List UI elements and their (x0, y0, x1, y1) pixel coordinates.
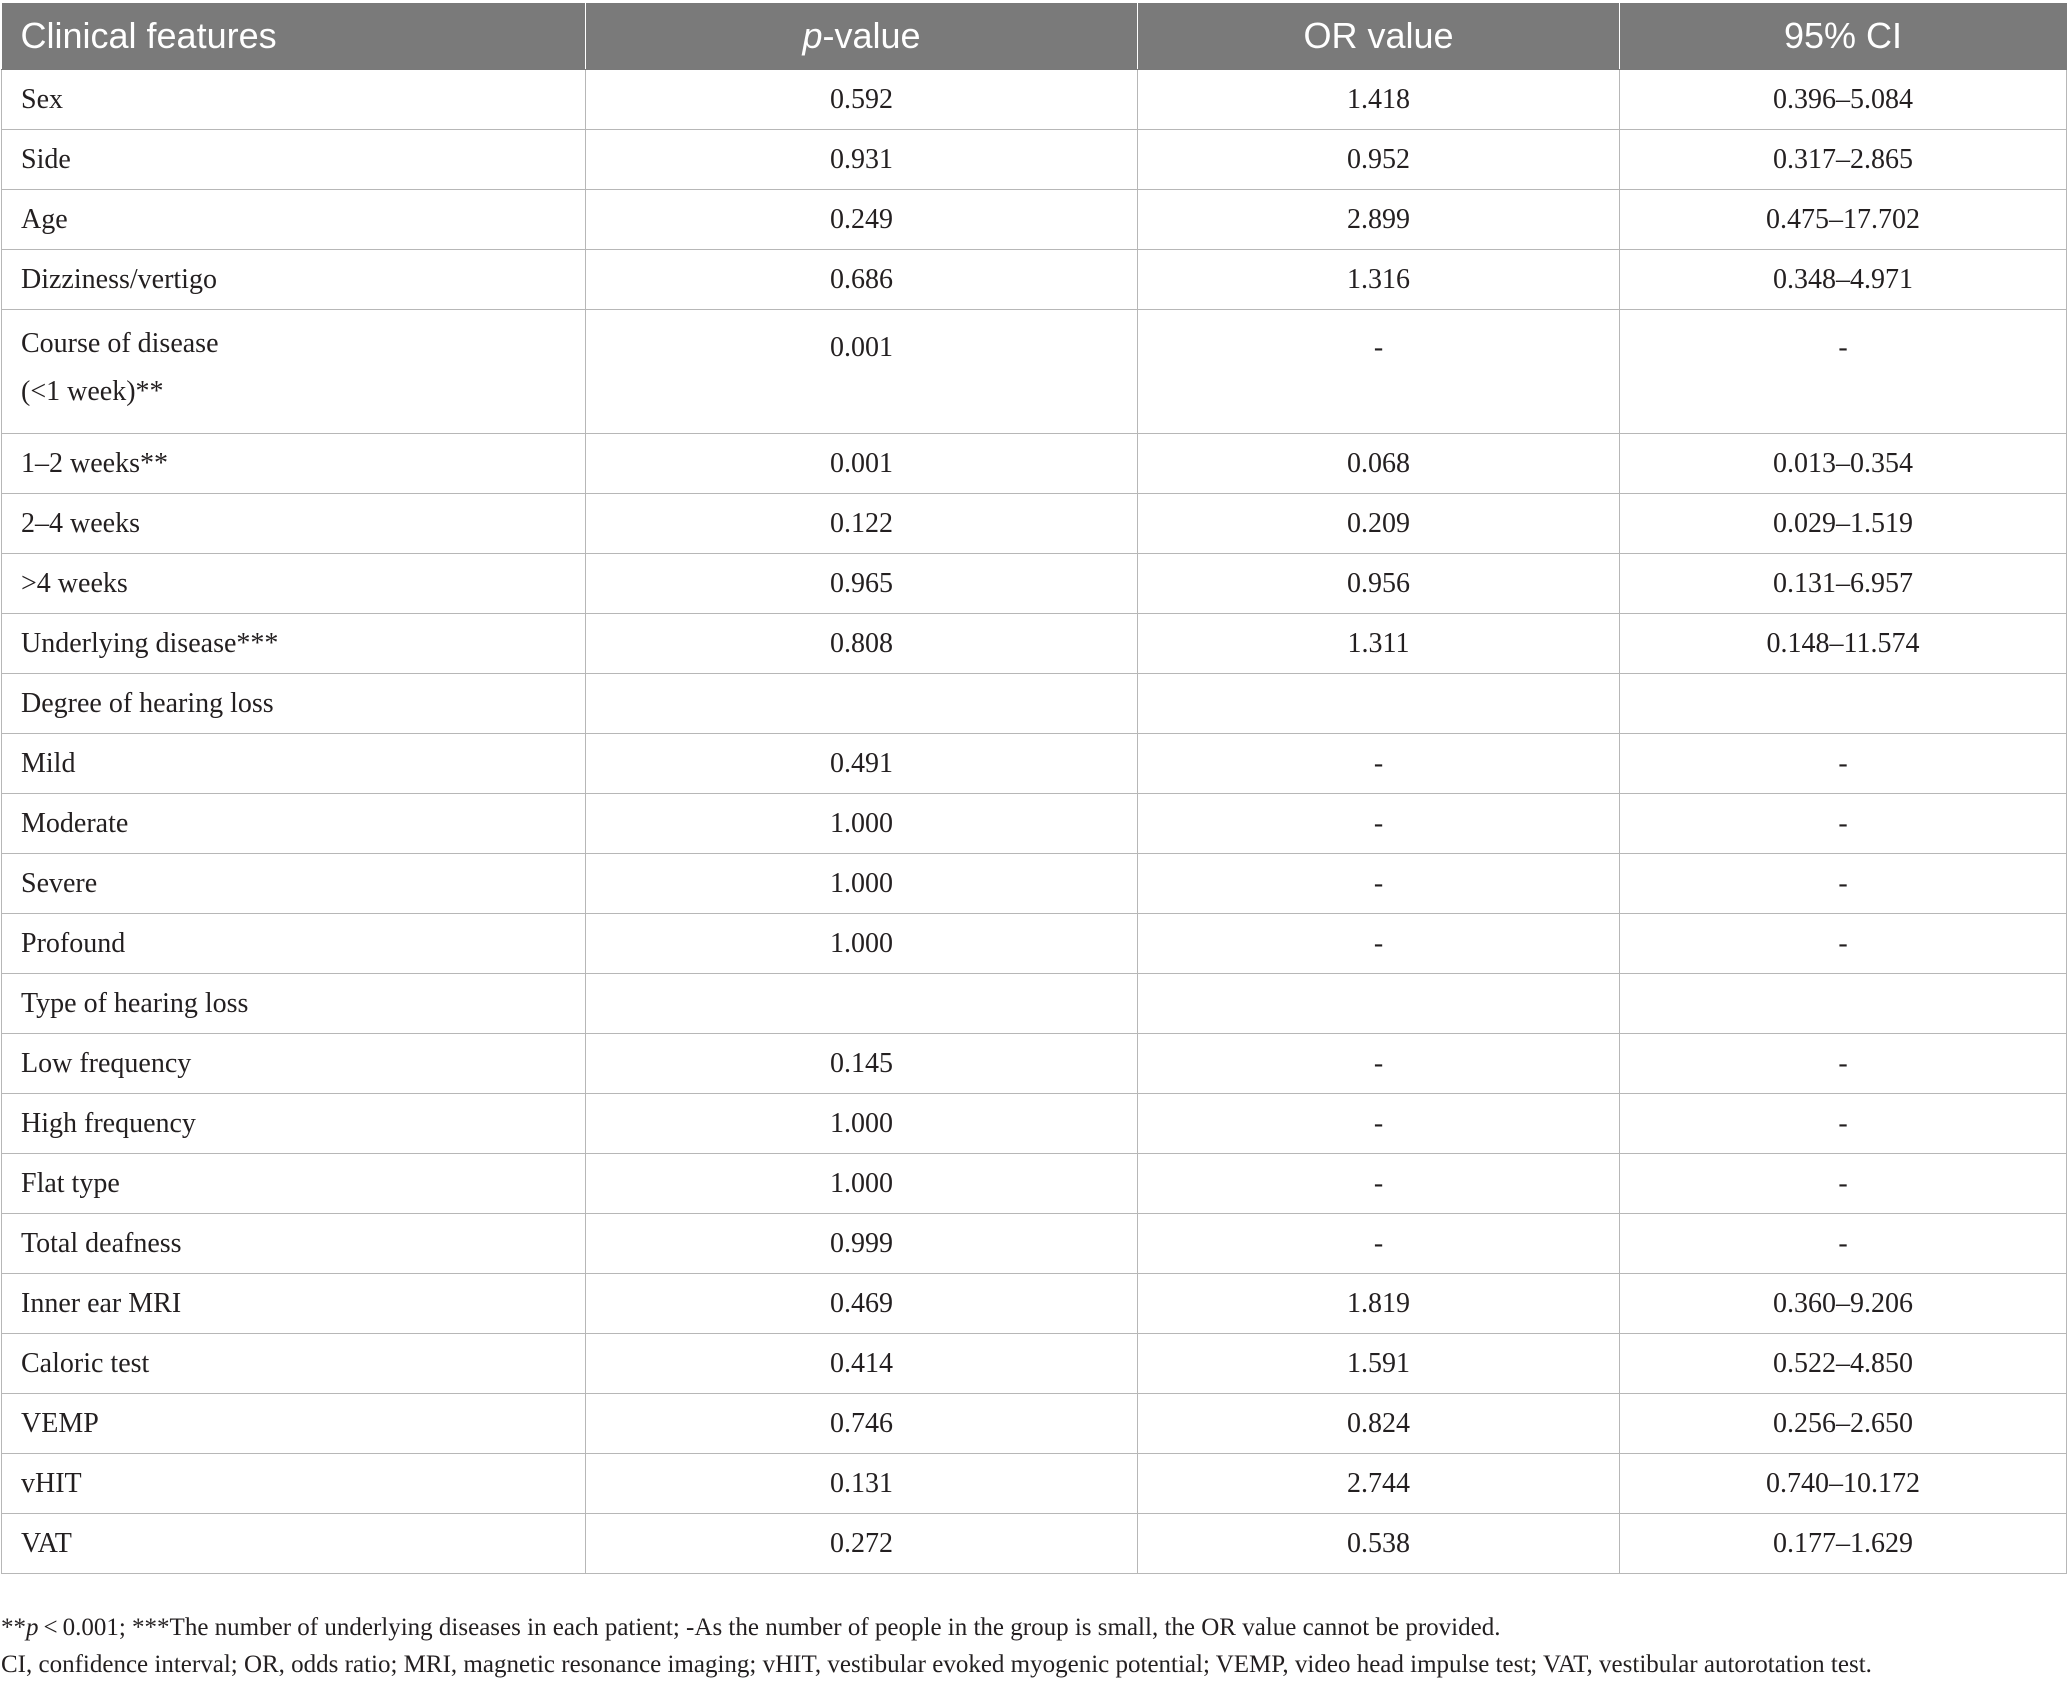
header-95-ci: 95% CI (1620, 3, 2067, 70)
feature-cell (2, 310, 586, 434)
feature-cell: Low frequency (2, 1034, 586, 1094)
feature-cell: Mild (2, 734, 586, 794)
table-header (2, 3, 2067, 70)
ci-cell: - (1620, 1094, 2067, 1154)
table-row (2, 1214, 2067, 1274)
ci-cell: 0.348–4.971 (1620, 250, 2067, 310)
feature-cell: VAT (2, 1514, 586, 1574)
ci-cell: 0.256–2.650 (1620, 1394, 2067, 1454)
p-value-cell: 0.414 (586, 1334, 1138, 1394)
p-value-cell: 0.469 (586, 1274, 1138, 1334)
p-value-cell: 1.000 (586, 854, 1138, 914)
header-p-value (586, 3, 1138, 70)
or-value-cell: - (1138, 854, 1620, 914)
or-value-cell: - (1138, 1154, 1620, 1214)
or-value-cell: 1.316 (1138, 250, 1620, 310)
feature-cell: High frequency (2, 1094, 586, 1154)
feature-cell: Sex (2, 70, 586, 130)
or-value-cell: - (1138, 1094, 1620, 1154)
feature-cell: 2–4 weeks (2, 494, 586, 554)
feature-cell: VEMP (2, 1394, 586, 1454)
footnote-significance (1, 1614, 1500, 1642)
p-value-cell: 1.000 (586, 1094, 1138, 1154)
p-value-cell: 0.491 (586, 734, 1138, 794)
p-value-cell (586, 974, 1138, 1034)
table-row (2, 794, 2067, 854)
p-value-cell: 0.272 (586, 1514, 1138, 1574)
ci-cell: 0.740–10.172 (1620, 1454, 2067, 1514)
or-value-cell (1138, 674, 1620, 734)
ci-cell: 0.131–6.957 (1620, 554, 2067, 614)
or-value-cell: - (1138, 310, 1620, 434)
or-value-cell: 0.952 (1138, 130, 1620, 190)
or-value-cell: 2.744 (1138, 1454, 1620, 1514)
feature-cell: Degree of hearing loss (2, 674, 586, 734)
results-table (1, 3, 2067, 1574)
p-value-cell: 0.746 (586, 1394, 1138, 1454)
table-row (2, 614, 2067, 674)
feature-cell: Age (2, 190, 586, 250)
table-row (2, 554, 2067, 614)
ci-cell: 0.177–1.629 (1620, 1514, 2067, 1574)
ci-cell: 0.360–9.206 (1620, 1274, 2067, 1334)
table-row (2, 1274, 2067, 1334)
table-row (2, 914, 2067, 974)
header-or-value: OR value (1138, 3, 1620, 70)
p-value-cell: 1.000 (586, 914, 1138, 974)
table-body (2, 70, 2067, 1574)
feature-cell: Caloric test (2, 1334, 586, 1394)
or-value-cell: 0.956 (1138, 554, 1620, 614)
table-row (2, 434, 2067, 494)
or-value-cell: 1.819 (1138, 1274, 1620, 1334)
ci-cell: - (1620, 310, 2067, 434)
table-row (2, 70, 2067, 130)
ci-cell: 0.396–5.084 (1620, 70, 2067, 130)
ci-cell: 0.475–17.702 (1620, 190, 2067, 250)
table-row (2, 1394, 2067, 1454)
feature-line-1: Course of disease (21, 328, 219, 359)
feature-cell: Dizziness/vertigo (2, 250, 586, 310)
or-value-cell: - (1138, 914, 1620, 974)
or-value-cell: 0.538 (1138, 1514, 1620, 1574)
p-value-cell: 0.965 (586, 554, 1138, 614)
header-p-rest: -value (822, 15, 921, 56)
p-value-cell: 0.001 (586, 310, 1138, 434)
feature-cell: Total deafness (2, 1214, 586, 1274)
feature-cell: 1–2 weeks** (2, 434, 586, 494)
table-row (2, 674, 2067, 734)
p-value-cell: 1.000 (586, 794, 1138, 854)
ci-cell: - (1620, 794, 2067, 854)
or-value-cell: 0.068 (1138, 434, 1620, 494)
p-value-cell: 0.931 (586, 130, 1138, 190)
table-row (2, 1514, 2067, 1574)
p-value-cell: 0.249 (586, 190, 1138, 250)
or-value-cell: - (1138, 794, 1620, 854)
feature-cell: Profound (2, 914, 586, 974)
or-value-cell: 1.311 (1138, 614, 1620, 674)
header-p-italic: p (802, 15, 823, 56)
ci-cell: 0.317–2.865 (1620, 130, 2067, 190)
ci-cell: 0.013–0.354 (1620, 434, 2067, 494)
ci-cell: - (1620, 914, 2067, 974)
table-row (2, 1094, 2067, 1154)
or-value-cell: 2.899 (1138, 190, 1620, 250)
table-row (2, 1334, 2067, 1394)
ci-cell: 0.522–4.850 (1620, 1334, 2067, 1394)
table-row (2, 854, 2067, 914)
feature-cell: Flat type (2, 1154, 586, 1214)
ci-cell: - (1620, 1154, 2067, 1214)
ci-cell: 0.148–11.574 (1620, 614, 2067, 674)
table-row (2, 310, 2067, 434)
p-value-cell: 0.999 (586, 1214, 1138, 1274)
header-clinical-features: Clinical features (2, 3, 586, 70)
or-value-cell: - (1138, 1034, 1620, 1094)
ci-cell: - (1620, 854, 2067, 914)
ci-cell: - (1620, 734, 2067, 794)
p-value-cell: 0.001 (586, 434, 1138, 494)
ci-cell (1620, 974, 2067, 1034)
feature-cell: >4 weeks (2, 554, 586, 614)
feature-cell: vHIT (2, 1454, 586, 1514)
feature-cell: Side (2, 130, 586, 190)
ci-cell (1620, 674, 2067, 734)
p-value-cell: 1.000 (586, 1154, 1138, 1214)
table-row (2, 734, 2067, 794)
p-value-cell: 0.122 (586, 494, 1138, 554)
or-value-cell: 0.824 (1138, 1394, 1620, 1454)
footnote-text: < 0.001; ***The number of underlying diseases in each patient; -As the number of people in the group is small, the OR value cannot be provided. (38, 1614, 1501, 1641)
footnote-abbreviations: CI, confidence interval; OR, odds ratio; MRI, magnetic resonance imaging; vHIT, vestibular evoked myogenic potential; VEMP, video head impulse test; VAT, vestibular autorotation test. (1, 1651, 1872, 1678)
ci-cell: - (1620, 1034, 2067, 1094)
p-value-cell: 0.145 (586, 1034, 1138, 1094)
feature-cell: Inner ear MRI (2, 1274, 586, 1334)
p-value-cell: 0.808 (586, 614, 1138, 674)
table-row (2, 494, 2067, 554)
table-row (2, 190, 2067, 250)
p-value-cell: 0.131 (586, 1454, 1138, 1514)
ci-cell: - (1620, 1214, 2067, 1274)
table-row (2, 1154, 2067, 1214)
or-value-cell: 0.209 (1138, 494, 1620, 554)
ci-cell: 0.029–1.519 (1620, 494, 2067, 554)
p-value-cell (586, 674, 1138, 734)
or-value-cell: - (1138, 734, 1620, 794)
feature-cell: Moderate (2, 794, 586, 854)
table-row (2, 1454, 2067, 1514)
feature-line-2: (<1 week)** (21, 376, 164, 407)
footnote-stars: ** (1, 1614, 26, 1641)
table-row (2, 1034, 2067, 1094)
footnote-p: p (26, 1614, 39, 1641)
feature-cell: Type of hearing loss (2, 974, 586, 1034)
or-value-cell (1138, 974, 1620, 1034)
feature-cell: Underlying disease*** (2, 614, 586, 674)
or-value-cell: - (1138, 1214, 1620, 1274)
table-row (2, 250, 2067, 310)
or-value-cell: 1.418 (1138, 70, 1620, 130)
or-value-cell: 1.591 (1138, 1334, 1620, 1394)
p-value-cell: 0.592 (586, 70, 1138, 130)
feature-cell: Severe (2, 854, 586, 914)
table-row (2, 130, 2067, 190)
table-row (2, 974, 2067, 1034)
p-value-cell: 0.686 (586, 250, 1138, 310)
